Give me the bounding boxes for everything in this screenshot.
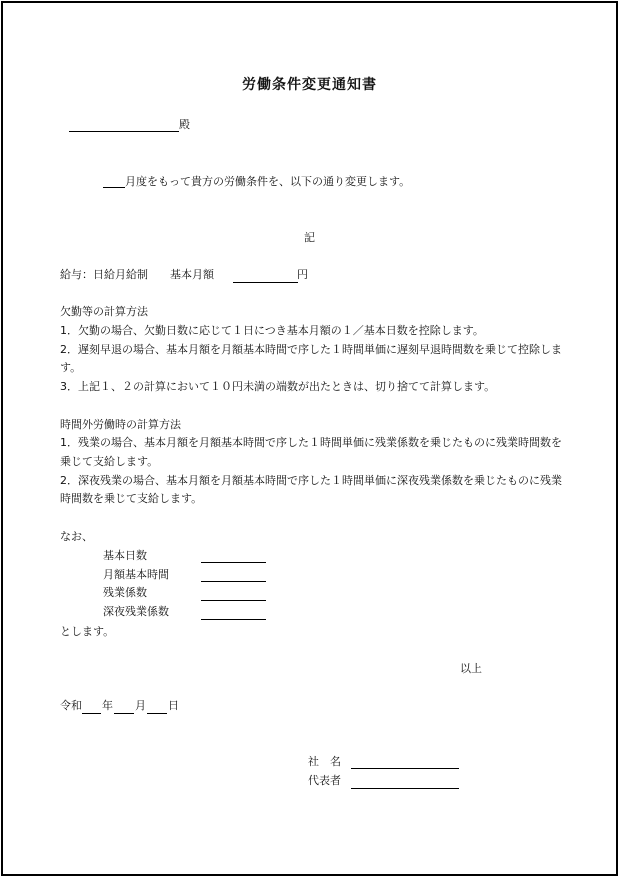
addressee-blank [69, 131, 179, 132]
overtime-item-2-line-1: 2．深夜残業の場合、基本月額を月額基本時間で序した１時間単価に深夜残業係数を乗じたものに残業 [60, 474, 562, 487]
overtime-heading: 時間外労働時の計算方法 [60, 418, 181, 431]
param-blank-overtime-coef [201, 600, 266, 601]
param-blank-monthly-hours [201, 581, 266, 582]
date-year: 年 [102, 699, 113, 712]
intro-month-blank [103, 187, 125, 188]
date-month: 月 [135, 699, 146, 712]
ijou-text: 以上 [460, 662, 482, 675]
representative-label: 代表者 [308, 774, 341, 787]
param-blank-night-coef [201, 619, 266, 620]
salary-unit: 円 [297, 268, 308, 281]
salary-prefix: 給与：日給月給制 基本月額 [60, 268, 214, 281]
overtime-item-1-line-1: 1．残業の場合、基本月額を月額基本時間で序した１時間単価に残業係数を乗じたものに残業時間数を [60, 436, 562, 449]
nao-text: なお、 [60, 530, 93, 543]
absence-item-2-line-2: す。 [60, 361, 82, 374]
absence-item-1: 1．欠勤の場合、欠勤日数に応じて１日につき基本月額の１／基本日数を控除します。 [60, 324, 484, 337]
ki-heading: 記 [304, 231, 315, 244]
company-blank [351, 768, 459, 769]
date-day-blank [147, 713, 167, 714]
intro-text: 月度をもって貴方の労働条件を、以下の通り変更します。 [125, 175, 411, 188]
absence-item-2-line-1: 2．遅刻早退の場合、基本月額を月額基本時間で序した１時間単価に遅刻早退時間数を乗じて控除しま [60, 343, 562, 356]
param-label-overtime-coef: 残業係数 [103, 586, 147, 599]
date-day: 日 [168, 699, 179, 712]
addressee-suffix: 殿 [179, 118, 190, 131]
overtime-item-1-line-2: 乗じて支給します。 [60, 455, 159, 468]
param-label-monthly-hours: 月額基本時間 [103, 568, 169, 581]
overtime-item-2-line-2: 時間数を乗じて支給します。 [60, 492, 203, 505]
date-era: 令和 [60, 699, 82, 712]
salary-amount-blank [233, 282, 298, 283]
document-title: 労働条件変更通知書 [242, 77, 377, 93]
param-label-basic-days: 基本日数 [103, 549, 147, 562]
param-label-night-coef: 深夜残業係数 [103, 605, 169, 618]
date-month-blank [114, 713, 134, 714]
date-year-blank [82, 713, 101, 714]
representative-blank [351, 788, 459, 789]
closing-text: とします。 [60, 625, 115, 638]
company-label: 社 名 [308, 755, 341, 768]
absence-item-3: 3．上記１、２の計算において１０円未満の端数が出たときは、切り捨てて計算します。 [60, 380, 496, 393]
param-blank-basic-days [201, 562, 266, 563]
absence-heading: 欠勤等の計算方法 [60, 305, 148, 318]
